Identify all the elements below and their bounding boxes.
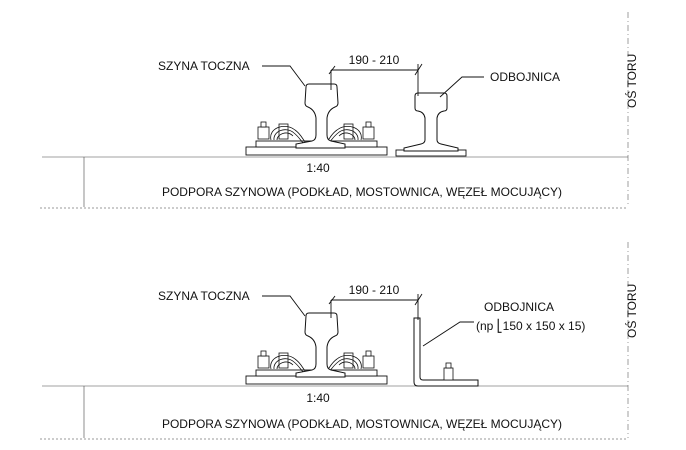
bolt-nut-icon [258,127,269,139]
running-rail-label: SZYNA TOCZNA [158,289,250,303]
guard-angle-icon [414,318,478,386]
guard-rail-note: (np ⎣150 x 150 x 15) [476,319,586,333]
guard-rail-leader [423,322,474,346]
dimension-label: 190 - 210 [348,283,400,297]
bolt-tip-icon [446,363,451,368]
running-rail-icon [296,84,345,148]
running-rail-icon [296,313,345,377]
guard-rail-label: ODBOJNICA [490,70,561,84]
bottom-detail [40,242,639,439]
bolt-tip-icon [261,122,266,127]
bolt-nut-icon [258,356,269,368]
support-label: PODPORA SZYNOWA (PODKŁAD, MOSTOWNICA, WĘZEŁ MOCUJĄCY) [161,185,563,199]
bolt-nut-icon [444,368,453,380]
running-rail-leader [262,296,305,316]
guard-rail-icon [404,93,458,151]
track-axis-label: OŚ TORU [625,283,639,338]
inclination-label: 1:40 [306,161,330,175]
dimension-tick [415,294,422,305]
guard-rail-label: ODBOJNICA [484,300,555,314]
running-rail-label: SZYNA TOCZNA [158,59,250,73]
bolt-tip-icon [366,122,371,127]
top-detail [40,12,639,208]
inclination-label: 1:40 [306,391,330,405]
dimension-tick [415,64,422,75]
dimension-label: 190 - 210 [348,53,400,67]
bolt-tip-icon [261,351,266,356]
bolt-nut-icon [363,127,374,139]
running-rail-leader [262,66,305,86]
bolt-tip-icon [366,351,371,356]
support-label: PODPORA SZYNOWA (PODKŁAD, MOSTOWNICA, WĘZEŁ MOCUJĄCY) [161,417,563,431]
track-axis-label: OŚ TORU [625,53,639,108]
bolt-nut-icon [363,356,374,368]
